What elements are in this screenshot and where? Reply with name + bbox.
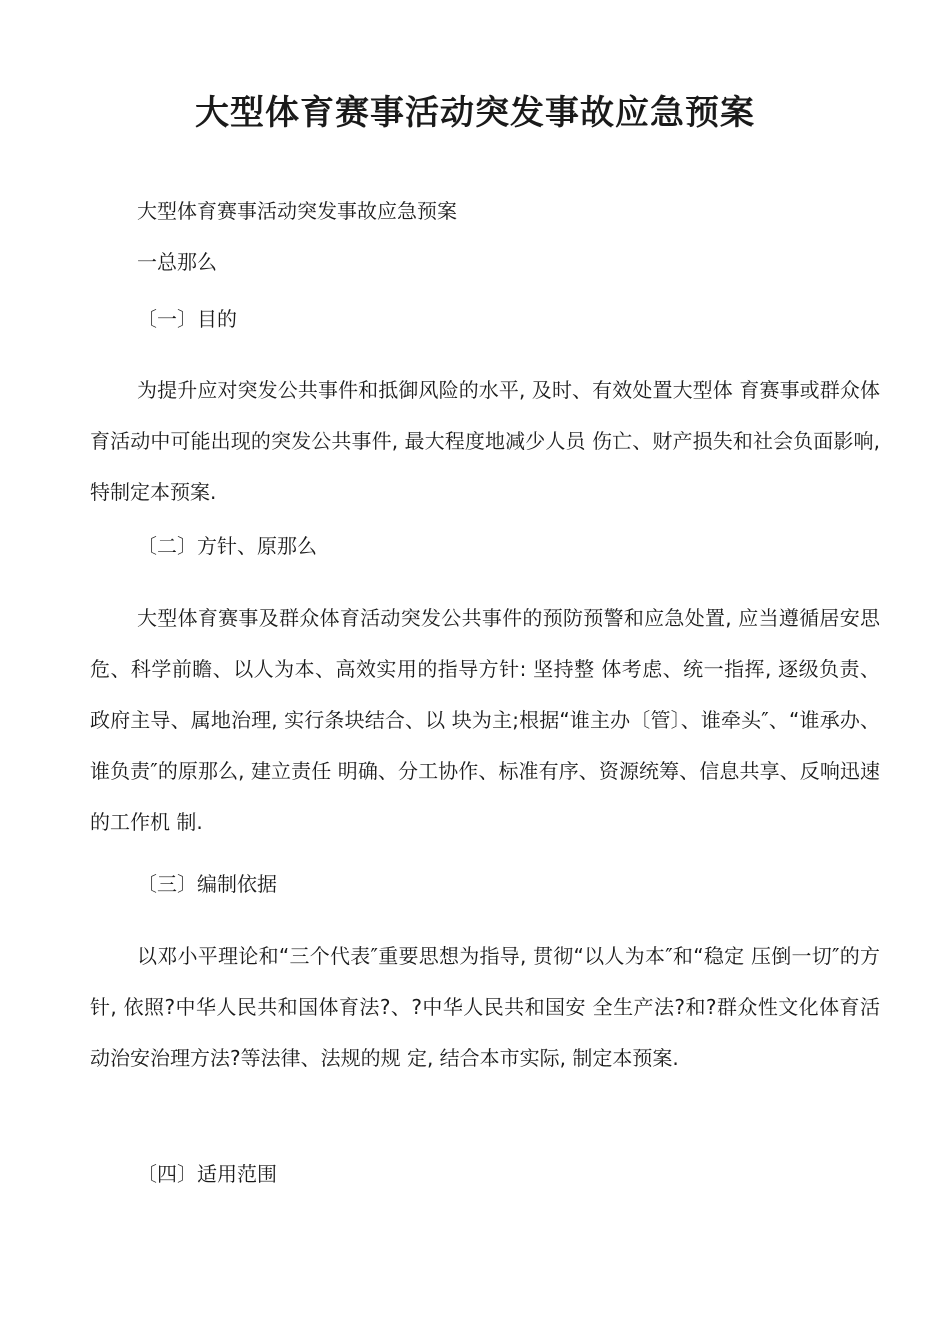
- policy-paragraph: 大型体育赛事及群众体育活动突发公共事件的预防预警和应急处置, 应当遵循居安思危、科学前瞻、以人为本、高效实用的指导方针: 坚持整 体考虑、统一指挥, 逐级负责、政府主导、属地治理, 实行条块结合、以 块为主;根据“谁主办〔管〕、谁牵头″、“谁承办、谁负责″的原那么, 建立责任 明确、分工协作、标准有序、资源统筹、信息共享、反响迅速的工作机 制.: [90, 606, 880, 834]
- basis-paragraph: 以邓小平理论和“三个代表″重要思想为指导, 贯彻“以人为本″和“稳定 压倒一切″的方针, 依照?中华人民共和国体育法?、?中华人民共和国安 全生产法?和?群众性文化体育活动治安治理方法?等法律、法规的规 定, 结合本市实际, 制定本预案.: [90, 944, 880, 1070]
- document-title: 大型体育赛事活动突发事故应急预案: [195, 93, 755, 133]
- purpose-heading: 〔一〕目的: [137, 307, 237, 331]
- basis-heading: 〔三〕编制依据: [137, 872, 277, 896]
- purpose-paragraph: 为提升应对突发公共事件和抵御风险的水平, 及时、有效处置大型体 育赛事或群众体育活动中可能出现的突发公共事件, 最大程度地减少人员 伤亡、财产损失和社会负面影响, 特制定本预案.: [90, 378, 880, 504]
- scope-heading: 〔四〕适用范围: [137, 1162, 277, 1186]
- section-general-heading: 一总那么: [137, 250, 217, 274]
- policy-heading: 〔二〕方针、原那么: [137, 534, 317, 558]
- document-subtitle: 大型体育赛事活动突发事故应急预案: [137, 199, 457, 223]
